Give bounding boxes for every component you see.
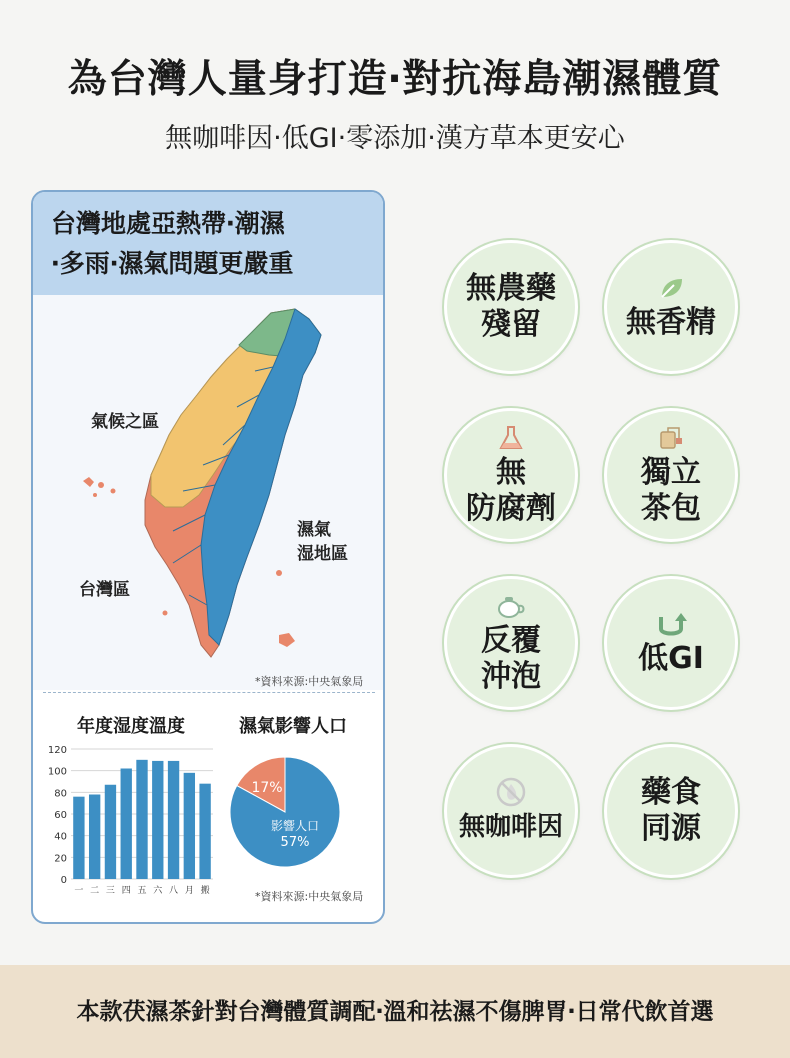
pie-chart-title: 濕氣影響人口 xyxy=(239,716,347,737)
pie-label-large-1: 影響人口 xyxy=(270,819,320,833)
panel-heading-line2: ‧多雨‧濕氣問題更嚴重 xyxy=(51,249,294,278)
bar-ytick-label: 80 xyxy=(54,788,67,800)
bar-xtick-label: 三 xyxy=(105,886,115,896)
bar-ytick-label: 0 xyxy=(60,875,67,886)
taiwan-map xyxy=(33,295,385,690)
badge-reusable-brew xyxy=(444,576,578,710)
badge-line1: 無農藥 xyxy=(466,271,556,306)
bar-xtick-label: 二 xyxy=(90,886,100,896)
badge-line1: 獨立 xyxy=(641,455,701,490)
badge-tea-bag xyxy=(604,408,738,542)
bar-xtick-label: 一 xyxy=(74,886,84,896)
badge-low-gi xyxy=(604,576,738,710)
bar-xtick-label: 四 xyxy=(121,886,131,896)
recycle-arrow-icon xyxy=(655,609,687,639)
panel-heading-line1: 台灣地處亞熱帶‧潮濕 xyxy=(51,209,285,238)
map-label-taiwan: 台灣區 xyxy=(79,580,130,600)
badge-food-medicine xyxy=(604,744,738,878)
bar-ytick-label: 40 xyxy=(54,831,67,843)
badge-line2: 茶包 xyxy=(641,491,701,526)
bar-mark xyxy=(89,795,100,880)
flask-icon xyxy=(498,423,524,453)
bar-mark xyxy=(73,797,84,879)
badge-no-fragrance xyxy=(604,240,738,374)
pie-chart-source: *資料來源:中央氣象局 xyxy=(255,890,364,903)
bar-ytick-label: 100 xyxy=(47,766,67,778)
bar-xtick-label: 搬 xyxy=(200,886,210,896)
badge-line1: 無 xyxy=(496,455,526,490)
leaf-icon xyxy=(656,273,686,303)
badge-line2: 殘留 xyxy=(481,307,541,342)
bar-mark xyxy=(152,761,163,879)
bar-xtick-label: 月 xyxy=(184,886,194,896)
pie-label-small: 17% xyxy=(251,780,283,796)
map-label-wet-1: 濕氣 xyxy=(297,520,331,540)
bar-ytick-label: 60 xyxy=(54,810,67,821)
page-subtitle: 無咖啡因‧低GI‧零添加‧漢方草本更安心 xyxy=(165,123,625,154)
info-panel xyxy=(31,190,385,924)
panel-heading xyxy=(33,192,383,295)
badge-line2: 沖泡 xyxy=(481,659,541,694)
bar-mark xyxy=(105,785,116,879)
badge-line1: 反覆 xyxy=(481,623,541,658)
badge-line2: 防腐劑 xyxy=(466,491,556,526)
bar-chart-title: 年度湿度溫度 xyxy=(77,716,185,737)
badge-line2: 同源 xyxy=(641,811,701,846)
badge-no-preservative xyxy=(444,408,578,542)
footer-text: 本款茯濕茶針對台灣體質調配‧溫和祛濕不傷脾胃‧日常代飲首選 xyxy=(76,999,714,1025)
badge-line1: 無咖啡因 xyxy=(458,812,563,842)
no-caffeine-icon xyxy=(495,777,527,807)
bar-mark xyxy=(199,784,210,879)
bar-mark xyxy=(184,773,195,879)
map-label-wet-2: 湿地區 xyxy=(297,544,348,564)
taiwan-map-svg xyxy=(33,295,385,690)
badge-line1: 低GI xyxy=(638,641,704,676)
page-title: 為台灣人量身打造‧對抗海島潮濕體質 xyxy=(67,57,723,102)
charts-svg xyxy=(33,737,385,907)
map-label-climate: 氣候之區 xyxy=(91,412,159,432)
bar-ytick-label: 120 xyxy=(47,745,67,756)
bar-xtick-label: 六 xyxy=(153,886,163,896)
bar-mark xyxy=(121,769,132,880)
footer-band xyxy=(0,965,790,1058)
bar-ytick-label: 20 xyxy=(54,853,67,865)
badge-line1: 藥食 xyxy=(641,775,701,810)
badge-no-pesticide xyxy=(444,240,578,374)
tea-bag-icon xyxy=(657,423,685,453)
bar-mark xyxy=(168,761,179,879)
bar-mark xyxy=(136,760,147,879)
badge-no-caffeine xyxy=(444,744,578,878)
badge-line1: 無香精 xyxy=(626,305,716,340)
panel-divider xyxy=(43,692,375,693)
bar-xtick-label: 五 xyxy=(137,886,147,896)
map-source: *資料來源:中央氣象局 xyxy=(255,675,364,688)
teapot-icon xyxy=(495,591,527,621)
pie-label-large-2: 57% xyxy=(280,835,310,850)
bar-xtick-label: 八 xyxy=(169,886,179,896)
